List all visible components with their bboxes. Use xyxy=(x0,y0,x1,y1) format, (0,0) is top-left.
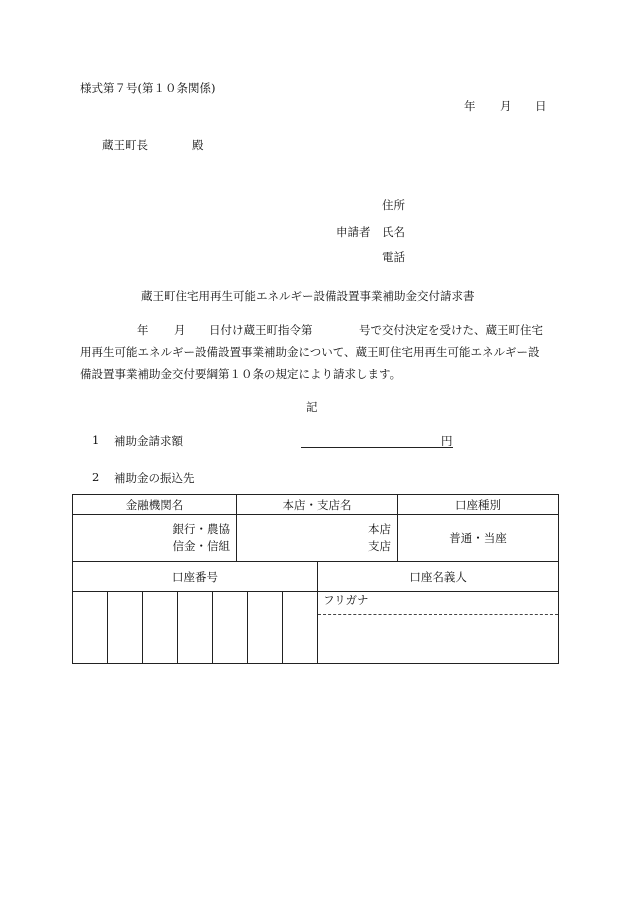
ki-mark: 記 xyxy=(306,400,318,414)
institution-cell xyxy=(73,515,237,562)
item2-number: 2 xyxy=(92,470,100,484)
name-label: 氏名 xyxy=(382,225,405,239)
col-institution-header: 金融機関名 xyxy=(73,495,237,515)
document-title: 蔵王町住宅用再生可能エネルギー設備設置事業補助金交付請求書 xyxy=(141,289,475,303)
account-digit-cell xyxy=(213,592,248,664)
applicant-label: 申請者 xyxy=(336,225,371,239)
item2-label: 補助金の振込先 xyxy=(114,471,195,485)
amount-underline xyxy=(301,447,453,448)
branch-line1: 本店 xyxy=(368,522,391,536)
phone-label: 電話 xyxy=(382,250,405,264)
item1-unit: 円 xyxy=(441,434,453,448)
col-account-holder-header: 口座名義人 xyxy=(318,562,559,592)
bank-type-line1: 銀行・農協 xyxy=(172,522,230,536)
account-table xyxy=(72,561,559,664)
col-branch-header: 本店・支店名 xyxy=(237,495,398,515)
body-year: 年 xyxy=(137,323,149,337)
col-account-type-header: 口座種別 xyxy=(398,495,559,515)
account-type-value: 普通・当座 xyxy=(398,515,559,562)
body-line1-part1: 日付け蔵王町指令第 xyxy=(209,323,313,337)
furigana-row xyxy=(318,592,558,615)
account-digit-cell xyxy=(108,592,143,664)
item1-label: 補助金請求額 xyxy=(114,434,183,448)
address-label: 住所 xyxy=(382,198,405,212)
account-digit-cell xyxy=(283,592,318,664)
body-line2: 用再生可能エネルギー設備設置事業補助金について、蔵王町住宅用再生可能エネルギー設 xyxy=(80,345,540,359)
addressee-honorific: 殿 xyxy=(192,138,204,152)
account-holder-cell xyxy=(318,592,559,664)
account-digit-cell xyxy=(178,592,213,664)
date-day-label: 日 xyxy=(535,99,547,113)
date-month-label: 月 xyxy=(500,99,512,113)
item1-number: 1 xyxy=(92,433,100,447)
body-line3: 備設置事業補助金交付要綱第１０条の規定により請求します。 xyxy=(80,367,402,381)
bank-info-table xyxy=(72,494,559,562)
account-digit-cell xyxy=(73,592,108,664)
account-digit-cell xyxy=(143,592,178,664)
date-year-label: 年 xyxy=(464,99,476,113)
branch-line2: 支店 xyxy=(368,539,391,553)
bank-type-line2: 信金・信組 xyxy=(172,539,230,553)
form-number: 様式第７号(第１０条関係) xyxy=(80,81,216,95)
body-line1-part2: 号で交付決定を受けた、蔵王町住宅 xyxy=(359,323,543,337)
branch-cell xyxy=(237,515,398,562)
account-digit-cell xyxy=(248,592,283,664)
body-month: 月 xyxy=(174,323,186,337)
addressee-name: 蔵王町長 xyxy=(102,138,148,152)
col-account-number-header: 口座番号 xyxy=(73,562,318,592)
furigana-label: フリガナ xyxy=(323,593,369,607)
